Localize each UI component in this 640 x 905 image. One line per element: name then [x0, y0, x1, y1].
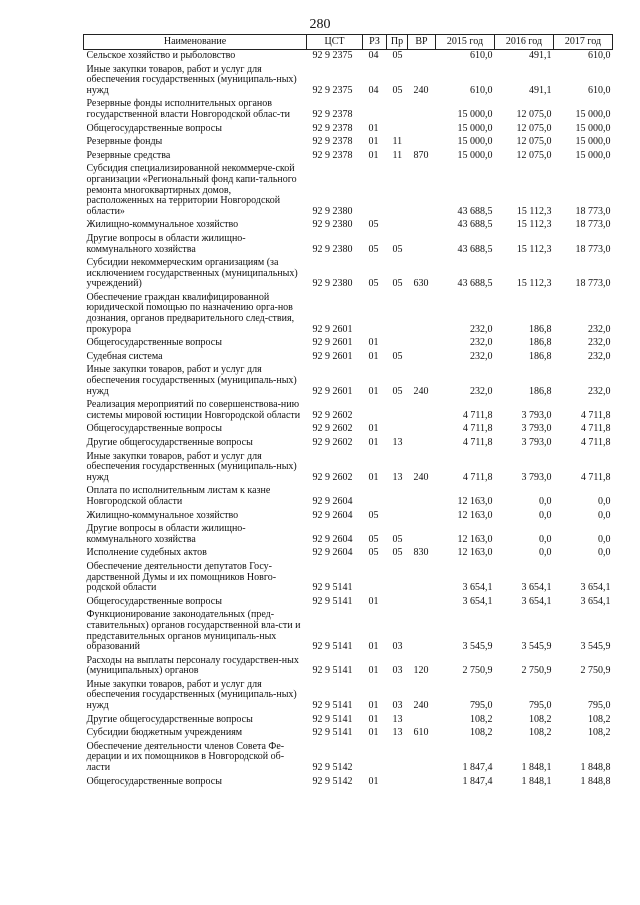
cell-cst: 92 9 5142: [312, 775, 353, 787]
cell-vr: [408, 437, 436, 451]
cell-cst: 92 9 2375: [312, 84, 353, 96]
cell-pr: 03: [392, 665, 403, 677]
cell-pr: [387, 123, 408, 137]
cell-vr: 240: [413, 471, 429, 483]
cell-2016: 186,8: [529, 337, 552, 349]
cell-vr: 240: [413, 84, 429, 96]
cell-name: Субсидия специализированной некоммерче-ской организации «Региональный фонд капи-тального ремонта многоквартирных домов, расположенных на территории Новгородской области»: [86, 163, 297, 217]
cell-vr: [408, 510, 436, 524]
cell-name: Резервные средства: [86, 149, 171, 161]
cell-cst: 92 9 2378: [312, 108, 353, 120]
cell-2015: 232,0: [470, 385, 493, 397]
cell-pr: [387, 337, 408, 351]
cell-2017: 0,0: [598, 495, 611, 507]
table-body: [84, 50, 613, 790]
cell-cst: 92 9 2378: [312, 149, 353, 161]
cell-pr: 05: [392, 533, 403, 545]
cell-cst: 92 9 2380: [312, 219, 353, 231]
cell-2016: 15 112,3: [516, 278, 552, 290]
cell-2016: 15 112,3: [516, 205, 552, 217]
cell-cst: 92 9 2601: [312, 323, 353, 335]
table-row: [84, 64, 613, 99]
cell-rz: 01: [368, 350, 379, 362]
cell-vr: 830: [413, 547, 429, 559]
cell-cst: 92 9 5141: [312, 713, 353, 725]
cell-2015: 2 750,9: [462, 665, 493, 677]
cell-rz: 01: [368, 595, 379, 607]
cell-name: Обеспечение деятельности депутатов Госу-дарственной Думы и их помощников Новго-родской области: [86, 560, 277, 594]
cell-pr: 13: [392, 713, 403, 725]
cell-2016: 186,8: [529, 323, 552, 335]
cell-2015: 232,0: [470, 323, 493, 335]
cell-pr: 03: [392, 700, 403, 712]
cell-vr: [408, 136, 436, 150]
cell-2017: 1 848,8: [580, 775, 611, 787]
cell-pr: [387, 399, 408, 423]
cell-cst: 92 9 2378: [312, 136, 353, 148]
cell-rz: 05: [368, 509, 379, 521]
table-row: [84, 714, 613, 728]
cell-2017: 18 773,0: [575, 219, 611, 231]
cell-vr: [408, 714, 436, 728]
cell-2015: 43 688,5: [457, 219, 493, 231]
cell-rz: [363, 292, 387, 337]
cell-2015: 610,0: [470, 84, 493, 96]
cell-pr: 05: [392, 350, 403, 362]
cell-name: Жилищно-коммунальное хозяйство: [86, 509, 239, 521]
cell-cst: 92 9 5141: [312, 595, 353, 607]
header-2016: 2016 год: [495, 35, 554, 50]
cell-cst: 92 9 2602: [312, 423, 353, 435]
table-row: [84, 510, 613, 524]
cell-pr: 03: [392, 641, 403, 653]
table-header: [84, 35, 613, 50]
cell-2016: 491,1: [529, 84, 552, 96]
cell-rz: 01: [368, 423, 379, 435]
cell-name: Обеспечение деятельности членов Совета Фе-дерации и их помощников в Новгородской об-ласти: [86, 740, 285, 774]
table-row: [84, 123, 613, 137]
cell-2015: 43 688,5: [457, 278, 493, 290]
cell-2016: 491,1: [529, 50, 552, 61]
cell-2016: 3 654,1: [521, 582, 552, 594]
cell-cst: 92 9 5141: [312, 727, 353, 739]
cell-pr: 13: [392, 727, 403, 739]
table-row: [84, 547, 613, 561]
cell-cst: 92 9 2604: [312, 509, 353, 521]
table-row: [84, 741, 613, 776]
cell-2017: 18 773,0: [575, 243, 611, 255]
cell-2017: 610,0: [588, 50, 611, 61]
cell-2016: 12 075,0: [516, 108, 552, 120]
cell-cst: 92 9 2375: [312, 50, 353, 61]
cell-pr: [387, 163, 408, 219]
cell-cst: 92 9 2604: [312, 495, 353, 507]
cell-2017: 232,0: [588, 385, 611, 397]
table-row: [84, 136, 613, 150]
cell-vr: 120: [413, 665, 429, 677]
cell-cst: 92 9 2380: [312, 243, 353, 255]
cell-2017: 0,0: [598, 509, 611, 521]
cell-2016: 795,0: [529, 700, 552, 712]
cell-vr: [408, 485, 436, 509]
cell-2017: 232,0: [588, 350, 611, 362]
cell-name: Субсидии некоммерческим организациям (за исключением государственных (муниципальных) учреждений): [86, 257, 298, 290]
cell-pr: 13: [392, 437, 403, 448]
cell-2016: 0,0: [539, 547, 552, 559]
cell-2016: 15 112,3: [516, 219, 552, 231]
cell-2015: 4 711,8: [462, 471, 493, 483]
cell-rz: 05: [368, 533, 379, 545]
table-row: [84, 776, 613, 790]
cell-2017: 1 848,8: [580, 762, 611, 774]
table-row: [84, 257, 613, 292]
cell-2015: 15 000,0: [457, 108, 493, 120]
cell-rz: [363, 485, 387, 509]
cell-cst: 92 9 5141: [312, 665, 353, 677]
cell-vr: 610: [413, 727, 429, 739]
cell-rz: 01: [368, 700, 379, 712]
cell-cst: 92 9 2380: [312, 205, 353, 217]
cell-2015: 1 847,4: [462, 775, 493, 787]
cell-vr: 870: [413, 149, 429, 161]
cell-name: Общегосударственные вопросы: [86, 423, 222, 435]
cell-2015: 3 654,1: [462, 595, 493, 607]
table-row: [84, 150, 613, 164]
cell-2015: 12 163,0: [457, 509, 493, 521]
cell-vr: [408, 337, 436, 351]
cell-name: Другие общегосударственные вопросы: [86, 713, 253, 725]
cell-vr: [408, 399, 436, 423]
table-row: [84, 50, 613, 64]
page-number: 280: [309, 17, 331, 32]
cell-2016: 108,2: [529, 713, 552, 725]
cell-name: Другие вопросы в области жилищно-коммунального хозяйства: [86, 523, 246, 545]
cell-2016: 1 848,1: [521, 762, 552, 774]
cell-2016: 15 112,3: [516, 243, 552, 255]
cell-rz: [363, 163, 387, 219]
cell-2017: 0,0: [598, 533, 611, 545]
table-row: [84, 596, 613, 610]
cell-name: Субсидии бюджетным учреждениям: [86, 727, 243, 739]
cell-name: Судебная система: [86, 350, 163, 362]
cell-rz: [363, 399, 387, 423]
cell-name: Расходы на выплаты персоналу государствен-ных (муниципальных) органов: [86, 654, 299, 677]
cell-2016: 0,0: [539, 495, 552, 507]
cell-name: Общегосударственные вопросы: [86, 122, 222, 134]
cell-pr: [387, 98, 408, 122]
header-cst: ЦСТ: [307, 35, 363, 50]
table-row: [84, 364, 613, 399]
cell-vr: [408, 219, 436, 233]
cell-name: Иные закупки товаров, работ и услуг для обеспечения государственных (муниципаль-ных) нужд: [86, 678, 297, 712]
table-row: [84, 233, 613, 257]
cell-2015: 15 000,0: [457, 136, 493, 148]
cell-cst: 92 9 2601: [312, 337, 353, 349]
cell-vr: 630: [413, 278, 429, 290]
cell-2017: 2 750,9: [580, 665, 611, 677]
cell-rz: 01: [368, 136, 379, 148]
cell-rz: 01: [368, 149, 379, 161]
cell-2017: 4 711,8: [580, 471, 611, 483]
cell-2015: 43 688,5: [457, 243, 493, 255]
cell-vr: [408, 163, 436, 219]
cell-2015: 43 688,5: [457, 205, 493, 217]
cell-pr: 11: [392, 136, 403, 148]
cell-2016: 2 750,9: [521, 665, 552, 677]
cell-name: Общегосударственные вопросы: [86, 595, 222, 607]
cell-2017: 18 773,0: [575, 278, 611, 290]
cell-name: Оплата по исполнительным листам к казне Новгородской области: [86, 485, 271, 507]
cell-name: Сельское хозяйство и рыболовство: [86, 50, 236, 61]
cell-cst: 92 9 2602: [312, 409, 353, 421]
table-row: [84, 523, 613, 547]
cell-rz: [363, 741, 387, 776]
table-row: [84, 485, 613, 509]
cell-vr: [408, 123, 436, 137]
cell-rz: 05: [368, 219, 379, 231]
cell-rz: 01: [368, 337, 379, 349]
cell-2016: 186,8: [529, 385, 552, 397]
cell-name: Другие вопросы в области жилищно-коммунального хозяйства: [86, 232, 246, 255]
cell-name: Обеспечение граждан квалифицированной юридической помощью по назначению орга-нов дознания, органов предварительного след-ствия, прокурора: [86, 291, 295, 335]
cell-2017: 610,0: [588, 84, 611, 96]
header-vr: ВР: [408, 35, 436, 50]
table-row: [84, 679, 613, 714]
cell-2017: 232,0: [588, 337, 611, 349]
cell-pr: [387, 561, 408, 596]
cell-2016: 3 545,9: [521, 641, 552, 653]
cell-vr: [408, 523, 436, 547]
cell-vr: 240: [413, 700, 429, 712]
cell-pr: 05: [392, 278, 403, 290]
cell-pr: [387, 510, 408, 524]
cell-cst: 92 9 2380: [312, 278, 353, 290]
cell-2017: 3 654,1: [580, 582, 611, 594]
cell-rz: 01: [368, 665, 379, 677]
cell-name: Иные закупки товаров, работ и услуг для обеспечения государственных (муниципаль-ных) нужд: [86, 450, 297, 483]
cell-2017: 18 773,0: [575, 205, 611, 217]
cell-2016: 3 793,0: [521, 423, 552, 435]
cell-name: Общегосударственные вопросы: [86, 337, 222, 349]
table-row: [84, 337, 613, 351]
cell-vr: [408, 50, 436, 64]
cell-cst: 92 9 2601: [312, 350, 353, 362]
cell-cst: 92 9 5141: [312, 582, 353, 594]
cell-vr: [408, 423, 436, 437]
cell-pr: [387, 741, 408, 776]
cell-cst: 92 9 2378: [312, 122, 353, 134]
table-row: [84, 219, 613, 233]
cell-vr: [408, 233, 436, 257]
cell-vr: [408, 561, 436, 596]
cell-pr: [387, 485, 408, 509]
cell-rz: 01: [368, 437, 379, 448]
cell-name: Исполнение судебных актов: [86, 547, 207, 559]
cell-pr: [387, 423, 408, 437]
cell-pr: 05: [392, 547, 403, 559]
cell-2017: 108,2: [588, 713, 611, 725]
cell-vr: [408, 776, 436, 790]
cell-2015: 12 163,0: [457, 495, 493, 507]
cell-2017: 108,2: [588, 727, 611, 739]
cell-pr: [387, 776, 408, 790]
cell-2016: 3 793,0: [521, 437, 552, 448]
cell-name: Иные закупки товаров, работ и услуг для обеспечения государственных (муниципаль-ных) нужд: [86, 364, 297, 397]
cell-cst: 92 9 5141: [312, 641, 353, 653]
table-row: [84, 727, 613, 741]
cell-2015: 232,0: [470, 350, 493, 362]
cell-rz: 01: [368, 385, 379, 397]
header-2015: 2015 год: [436, 35, 495, 50]
cell-2016: 108,2: [529, 727, 552, 739]
cell-name: Общегосударственные вопросы: [86, 775, 222, 787]
header-rz: РЗ: [363, 35, 387, 50]
cell-2016: 3 793,0: [521, 471, 552, 483]
cell-2016: 0,0: [539, 533, 552, 545]
cell-pr: [387, 219, 408, 233]
cell-vr: [408, 351, 436, 365]
cell-2015: 4 711,8: [462, 409, 493, 421]
cell-2015: 1 847,4: [462, 762, 493, 774]
cell-2017: 0,0: [598, 547, 611, 559]
cell-vr: [408, 609, 436, 654]
cell-pr: [387, 292, 408, 337]
cell-2015: 3 545,9: [462, 641, 493, 653]
cell-rz: 01: [368, 713, 379, 725]
cell-2015: 3 654,1: [462, 582, 493, 594]
cell-rz: 04: [368, 84, 379, 96]
cell-pr: [387, 596, 408, 610]
cell-2017: 3 545,9: [580, 641, 611, 653]
header-2017: 2017 год: [554, 35, 613, 50]
cell-vr: [408, 596, 436, 610]
cell-name: Жилищно-коммунальное хозяйство: [86, 219, 239, 231]
table-row: [84, 292, 613, 337]
cell-2015: 15 000,0: [457, 149, 493, 161]
cell-2017: 795,0: [588, 700, 611, 712]
cell-2015: 232,0: [470, 337, 493, 349]
cell-2015: 4 711,8: [462, 423, 493, 435]
cell-2017: 15 000,0: [575, 136, 611, 148]
table-row: [84, 351, 613, 365]
cell-2016: 3 793,0: [521, 409, 552, 421]
cell-pr: 05: [392, 84, 403, 96]
cell-vr: [408, 292, 436, 337]
cell-rz: 05: [368, 243, 379, 255]
header-name: Наименование: [84, 35, 307, 50]
cell-pr: 05: [392, 243, 403, 255]
cell-2017: 15 000,0: [575, 122, 611, 134]
cell-rz: 01: [368, 122, 379, 134]
table-row: [84, 423, 613, 437]
table-row: [84, 655, 613, 679]
cell-name: Резервные фонды исполнительных органов государственной власти Новгородской облас-ти: [86, 98, 290, 120]
cell-2015: 4 711,8: [462, 437, 493, 448]
cell-2017: 232,0: [588, 323, 611, 335]
cell-2016: 0,0: [539, 509, 552, 521]
budget-table: [83, 34, 613, 789]
cell-rz: [363, 98, 387, 122]
cell-cst: 92 9 2601: [312, 385, 353, 397]
cell-2016: 12 075,0: [516, 122, 552, 134]
cell-rz: [363, 561, 387, 596]
cell-pr: 05: [392, 50, 403, 61]
cell-2015: 12 163,0: [457, 547, 493, 559]
cell-2016: 1 848,1: [521, 775, 552, 787]
cell-pr: 13: [392, 471, 403, 483]
cell-rz: 05: [368, 547, 379, 559]
cell-cst: 92 9 2602: [312, 471, 353, 483]
cell-name: Резервные фонды: [86, 136, 163, 148]
cell-2017: 3 654,1: [580, 595, 611, 607]
cell-rz: 01: [368, 471, 379, 483]
table-row: [84, 399, 613, 423]
cell-2015: 15 000,0: [457, 122, 493, 134]
cell-pr: 11: [392, 149, 403, 161]
table-row: [84, 98, 613, 122]
cell-vr: [408, 741, 436, 776]
cell-cst: 92 9 5142: [312, 762, 353, 774]
cell-2015: 610,0: [470, 50, 493, 61]
cell-vr: 240: [413, 385, 429, 397]
cell-2016: 12 075,0: [516, 136, 552, 148]
cell-vr: [408, 98, 436, 122]
cell-pr: 05: [392, 385, 403, 397]
cell-2017: 15 000,0: [575, 108, 611, 120]
cell-rz: 04: [368, 50, 379, 61]
cell-2015: 795,0: [470, 700, 493, 712]
table-row: [84, 609, 613, 654]
cell-rz: 01: [368, 727, 379, 739]
cell-rz: 01: [368, 641, 379, 653]
cell-rz: 01: [368, 775, 379, 787]
cell-cst: 92 9 2602: [312, 437, 353, 448]
cell-2017: 4 711,8: [580, 409, 611, 421]
cell-2015: 108,2: [470, 713, 493, 725]
cell-2017: 15 000,0: [575, 149, 611, 161]
cell-rz: 05: [368, 278, 379, 290]
cell-name: Другие общегосударственные вопросы: [86, 437, 253, 448]
cell-cst: 92 9 2604: [312, 533, 353, 545]
cell-2015: 108,2: [470, 727, 493, 739]
cell-2016: 186,8: [529, 350, 552, 362]
header-pr: Пр: [387, 35, 408, 50]
cell-name: Иные закупки товаров, работ и услуг для обеспечения государственных (муниципаль-ных) нужд: [86, 63, 297, 96]
cell-cst: 92 9 5141: [312, 700, 353, 712]
cell-2017: 4 711,8: [580, 437, 611, 448]
cell-cst: 92 9 2604: [312, 547, 353, 559]
table-row: [84, 451, 613, 486]
table-row: [84, 561, 613, 596]
table-row: [84, 437, 613, 451]
cell-name: Функционирование законодательных (пред-ставительных) органов государственной вла-сти и представительных органов муниципаль-ных образований: [86, 609, 301, 653]
cell-2016: 3 654,1: [521, 595, 552, 607]
cell-2017: 4 711,8: [580, 423, 611, 435]
cell-2016: 12 075,0: [516, 149, 552, 161]
cell-name: Реализация мероприятий по совершенствова-нию системы мировой юстиции Новгородской области: [86, 399, 301, 421]
table-row: [84, 163, 613, 219]
cell-2015: 12 163,0: [457, 533, 493, 545]
